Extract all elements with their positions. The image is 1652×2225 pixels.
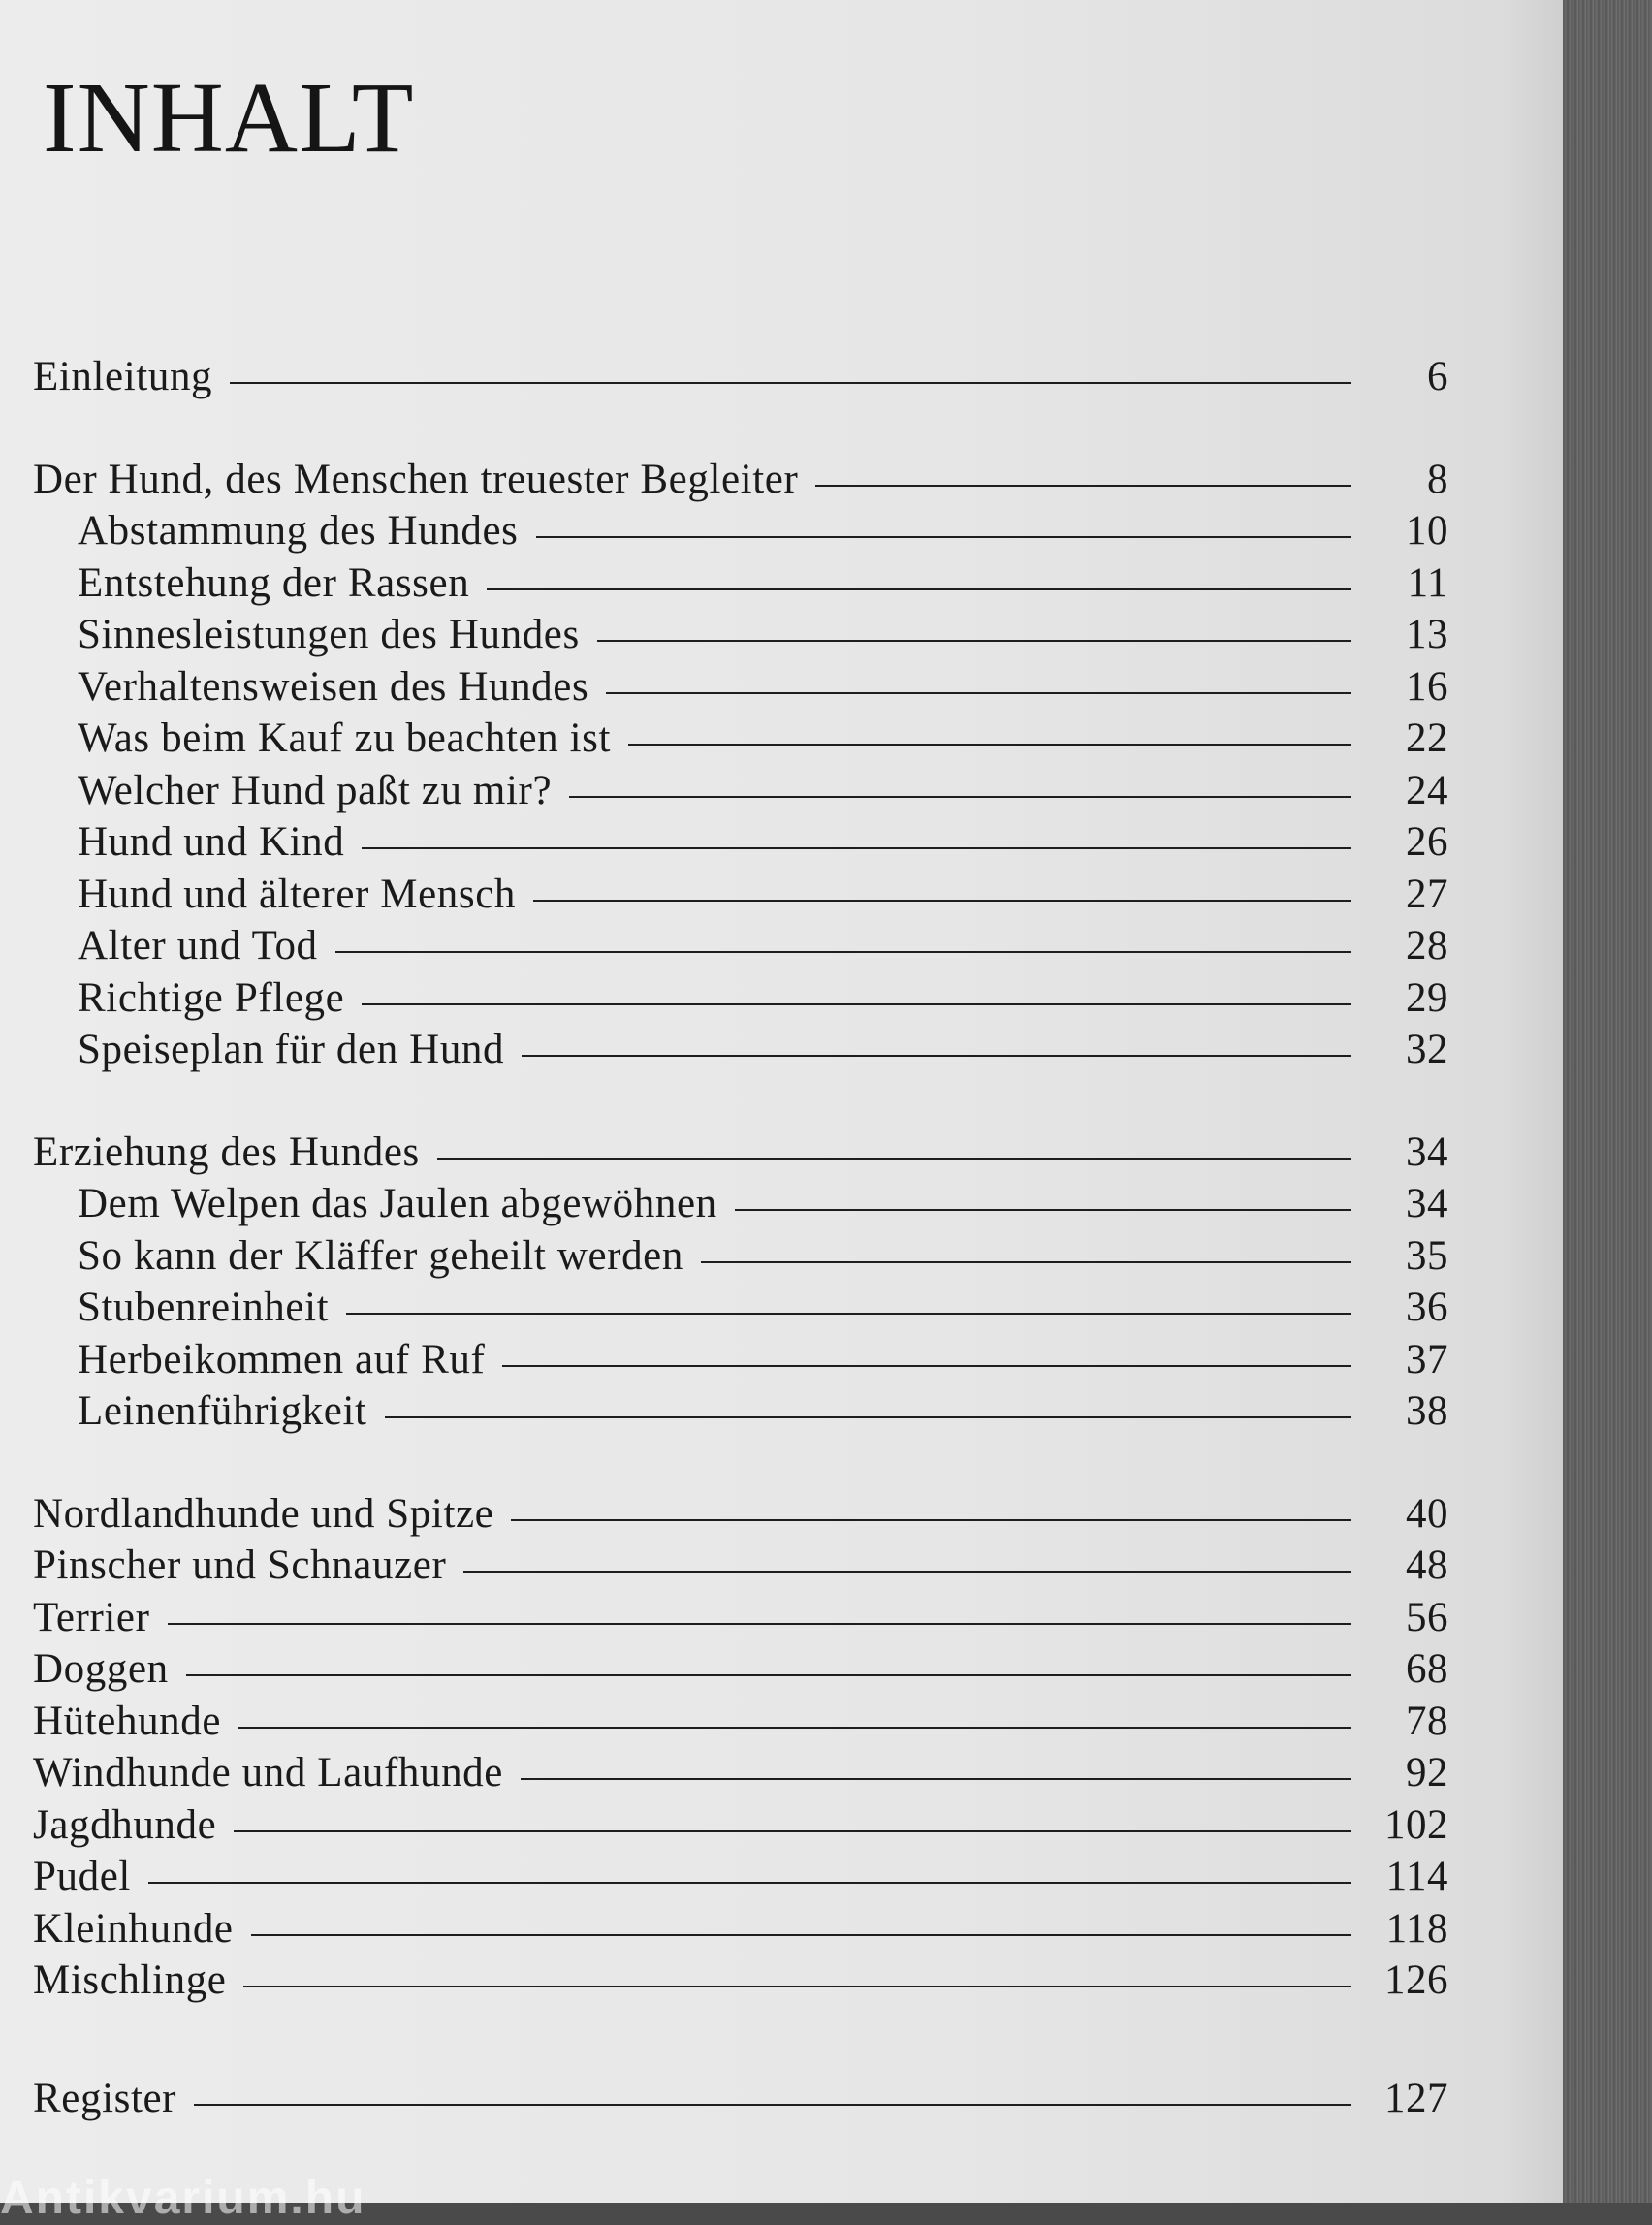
toc-entry-label: Alter und Tod <box>78 923 318 969</box>
toc-entry <box>33 1799 1448 1852</box>
toc-subentry <box>33 1334 1448 1386</box>
toc-entry-label: Stubenreinheit <box>78 1285 330 1330</box>
toc-entry-page: 38 <box>1406 1388 1448 1434</box>
toc-subentry <box>33 505 1448 557</box>
toc-entry-label: Leinenführigkeit <box>78 1388 367 1434</box>
toc-entry-label: Erziehung des Hundes <box>33 1128 420 1175</box>
page-title: INHALT <box>43 62 415 174</box>
toc-entry-label: Hund und Kind <box>78 819 345 865</box>
page-edge <box>1563 0 1652 2203</box>
leader-line <box>194 2104 1351 2106</box>
toc-entry-page: 56 <box>1406 1594 1448 1640</box>
leader-line <box>463 1571 1351 1573</box>
toc-subentry <box>33 1024 1448 1076</box>
leader-line <box>628 744 1351 746</box>
toc-entry-label: Herbeikommen auf Ruf <box>78 1336 486 1383</box>
toc-entry-page: 78 <box>1406 1698 1448 1744</box>
toc-subentry <box>33 661 1448 714</box>
toc-entry-page: 40 <box>1406 1490 1448 1537</box>
toc-entry <box>33 1851 1448 1903</box>
toc-entry-label: Richtige Pflege <box>78 974 345 1021</box>
leader-line <box>533 900 1351 902</box>
toc-subentry <box>33 765 1448 817</box>
toc-subentry <box>33 816 1448 869</box>
toc-entry-page: 22 <box>1406 715 1448 761</box>
toc-entry <box>33 1643 1448 1696</box>
toc-subentry <box>33 1230 1448 1283</box>
toc-entry-page: 118 <box>1385 1905 1448 1952</box>
toc-entry <box>33 1747 1448 1799</box>
leader-line <box>522 1055 1351 1057</box>
toc-entry-page: 48 <box>1406 1542 1448 1588</box>
toc-subentry <box>33 920 1448 972</box>
toc-entry-label: Doggen <box>33 1646 169 1692</box>
toc-entry-label: So kann der Kläffer geheilt werden <box>78 1232 683 1279</box>
leader-line <box>385 1416 1351 1418</box>
toc-entry <box>33 1127 1448 1179</box>
toc-subentry <box>33 1178 1448 1230</box>
toc-entry-label: Was beim Kauf zu beachten ist <box>78 715 612 761</box>
toc-subentry <box>33 1282 1448 1334</box>
toc-entry-page: 114 <box>1385 1854 1448 1899</box>
toc-entry-label: Speiseplan für den Hund <box>78 1027 505 1072</box>
toc-subentry <box>33 713 1448 765</box>
toc-entry-page: 92 <box>1406 1750 1448 1796</box>
leader-line <box>521 1778 1351 1780</box>
toc-entry <box>33 1592 1448 1644</box>
toc-entry-label: Windhunde und Laufhunde <box>33 1750 503 1796</box>
table-of-contents <box>33 351 1448 2124</box>
toc-entry-page: 32 <box>1406 1027 1448 1072</box>
leader-line <box>335 951 1351 953</box>
toc-entry-label: Pudel <box>33 1854 131 1899</box>
toc-entry-page: 126 <box>1384 1957 1448 2003</box>
toc-entry-label: Sinnesleistungen des Hundes <box>78 612 580 657</box>
toc-subentry <box>33 869 1448 921</box>
leader-line <box>362 1003 1351 1005</box>
toc-entry <box>33 1696 1448 1748</box>
leader-line <box>362 847 1351 849</box>
toc-entry-page: 36 <box>1406 1285 1448 1330</box>
leader-line <box>243 1986 1351 1987</box>
toc-entry-label: Verhaltensweisen des Hundes <box>78 663 589 710</box>
toc-entry <box>33 1955 1448 2007</box>
toc-entry-label: Einleitung <box>33 354 213 399</box>
toc-subentry <box>33 609 1448 661</box>
leader-line <box>437 1158 1351 1160</box>
toc-entry <box>33 1903 1448 1955</box>
toc-entry <box>33 351 1448 403</box>
leader-line <box>168 1623 1351 1625</box>
toc-entry-label: Jagdhunde <box>33 1801 217 1848</box>
leader-line <box>251 1934 1351 1936</box>
toc-entry-page: 26 <box>1406 819 1448 865</box>
toc-entry-label: Nordlandhunde und Spitze <box>33 1490 494 1537</box>
toc-entry <box>33 2073 1448 2125</box>
toc-entry-page: 11 <box>1407 559 1448 606</box>
toc-entry-label: Pinscher und Schnauzer <box>33 1542 447 1588</box>
leader-line <box>536 536 1351 538</box>
toc-entry-page: 37 <box>1406 1336 1448 1383</box>
toc-entry-page: 6 <box>1427 354 1448 399</box>
leader-line <box>238 1727 1351 1729</box>
toc-entry <box>33 1540 1448 1592</box>
leader-line <box>186 1674 1351 1676</box>
toc-entry <box>33 1488 1448 1541</box>
toc-entry <box>33 454 1448 506</box>
toc-entry-label: Mischlinge <box>33 1957 227 2003</box>
toc-entry-label: Abstammung des Hundes <box>78 508 519 554</box>
leader-line <box>230 382 1351 384</box>
toc-entry-label: Dem Welpen das Jaulen abgewöhnen <box>78 1181 717 1226</box>
toc-entry-label: Welcher Hund paßt zu mir? <box>78 767 553 813</box>
toc-entry-page: 68 <box>1406 1646 1448 1692</box>
toc-entry-page: 34 <box>1406 1181 1448 1226</box>
toc-entry-label: Register <box>33 2075 177 2121</box>
leader-line <box>502 1365 1351 1367</box>
toc-entry-page: 29 <box>1406 974 1448 1021</box>
toc-entry-label: Kleinhunde <box>33 1905 234 1952</box>
toc-entry-page: 13 <box>1406 612 1448 657</box>
leader-line <box>815 485 1351 487</box>
leader-line <box>606 692 1351 694</box>
leader-line <box>511 1519 1351 1521</box>
toc-entry-label: Hund und älterer Mensch <box>78 871 517 917</box>
toc-entry-page: 8 <box>1427 456 1448 502</box>
toc-entry-label: Hütehunde <box>33 1698 222 1744</box>
leader-line <box>234 1830 1351 1832</box>
toc-entry-page: 127 <box>1384 2075 1448 2121</box>
leader-line <box>346 1313 1351 1315</box>
toc-entry-page: 27 <box>1406 871 1448 917</box>
toc-entry-page: 34 <box>1406 1128 1448 1175</box>
leader-line <box>487 588 1351 590</box>
toc-entry-page: 28 <box>1406 923 1448 969</box>
toc-subentry <box>33 1385 1448 1438</box>
leader-line <box>148 1882 1351 1884</box>
toc-subentry <box>33 972 1448 1025</box>
leader-line <box>597 640 1351 642</box>
toc-entry-label: Entstehung der Rassen <box>78 559 470 606</box>
toc-entry-page: 102 <box>1384 1801 1448 1848</box>
leader-line <box>701 1261 1351 1263</box>
leader-line <box>735 1209 1351 1211</box>
toc-entry-page: 35 <box>1406 1232 1448 1279</box>
toc-entry-page: 10 <box>1406 508 1448 554</box>
leader-line <box>569 796 1351 798</box>
toc-entry-label: Der Hund, des Menschen treuester Begleiter <box>33 456 799 502</box>
watermark: Antikvarium.hu <box>0 2173 366 2224</box>
toc-subentry <box>33 557 1448 610</box>
toc-entry-page: 16 <box>1406 663 1448 710</box>
toc-entry-page: 24 <box>1406 767 1448 813</box>
toc-entry-label: Terrier <box>33 1594 150 1640</box>
